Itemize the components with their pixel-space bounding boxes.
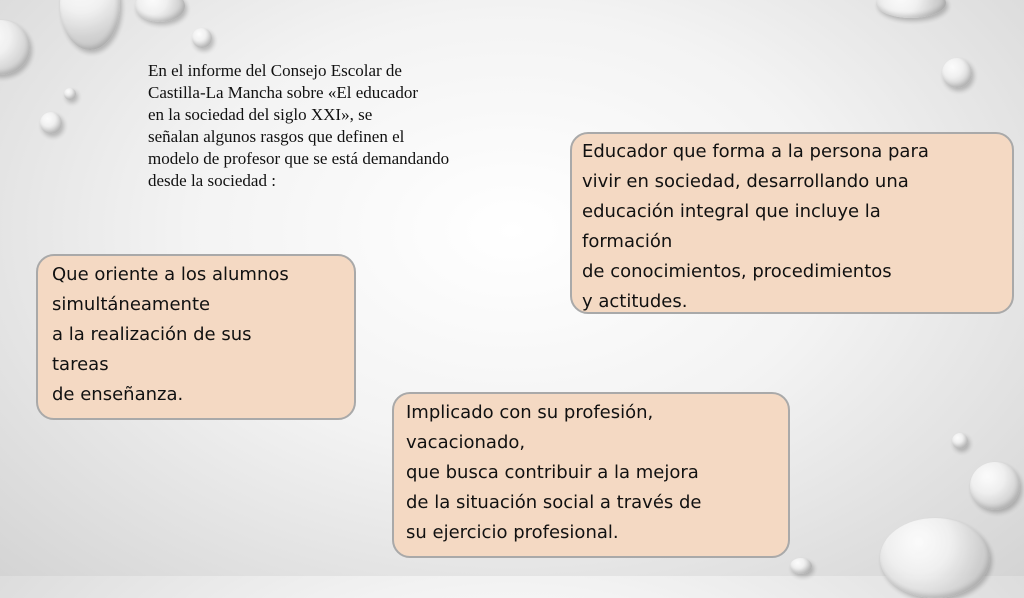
water-drop-decoration bbox=[876, 0, 946, 18]
water-drop-decoration bbox=[970, 462, 1020, 510]
water-drop-decoration bbox=[942, 58, 972, 88]
water-drop-decoration bbox=[135, 0, 185, 22]
water-drop-decoration bbox=[40, 112, 62, 134]
trait-box-guide-students: Que oriente a los alumnos simultáneamente a la realización de sus tareas de enseñanza. bbox=[36, 254, 356, 420]
trait-box-integral-education: Educador que forma a la persona para vivir en sociedad, desarrollando una educación integral que incluye la formación de conocimientos, procedimientos y actitudes. bbox=[570, 132, 1014, 314]
water-drop-decoration bbox=[790, 558, 812, 574]
water-drop-decoration bbox=[952, 433, 968, 449]
water-drop-decoration bbox=[880, 518, 990, 598]
water-drop-decoration bbox=[60, 0, 120, 50]
water-drop-decoration bbox=[0, 20, 30, 75]
water-drop-decoration bbox=[64, 88, 76, 100]
trait-box-committed-profession: Implicado con su profesión, vacacionado, que busca contribuir a la mejora de la situación social a través de su ejercicio profesional. bbox=[392, 392, 790, 558]
intro-paragraph: En el informe del Consejo Escolar de Castilla-La Mancha sobre «El educador en la sociedad del siglo XXI», se señalan algunos rasgos que definen el modelo de profesor que se está demandando desde la sociedad : bbox=[148, 61, 450, 190]
water-drop-decoration bbox=[192, 28, 212, 48]
